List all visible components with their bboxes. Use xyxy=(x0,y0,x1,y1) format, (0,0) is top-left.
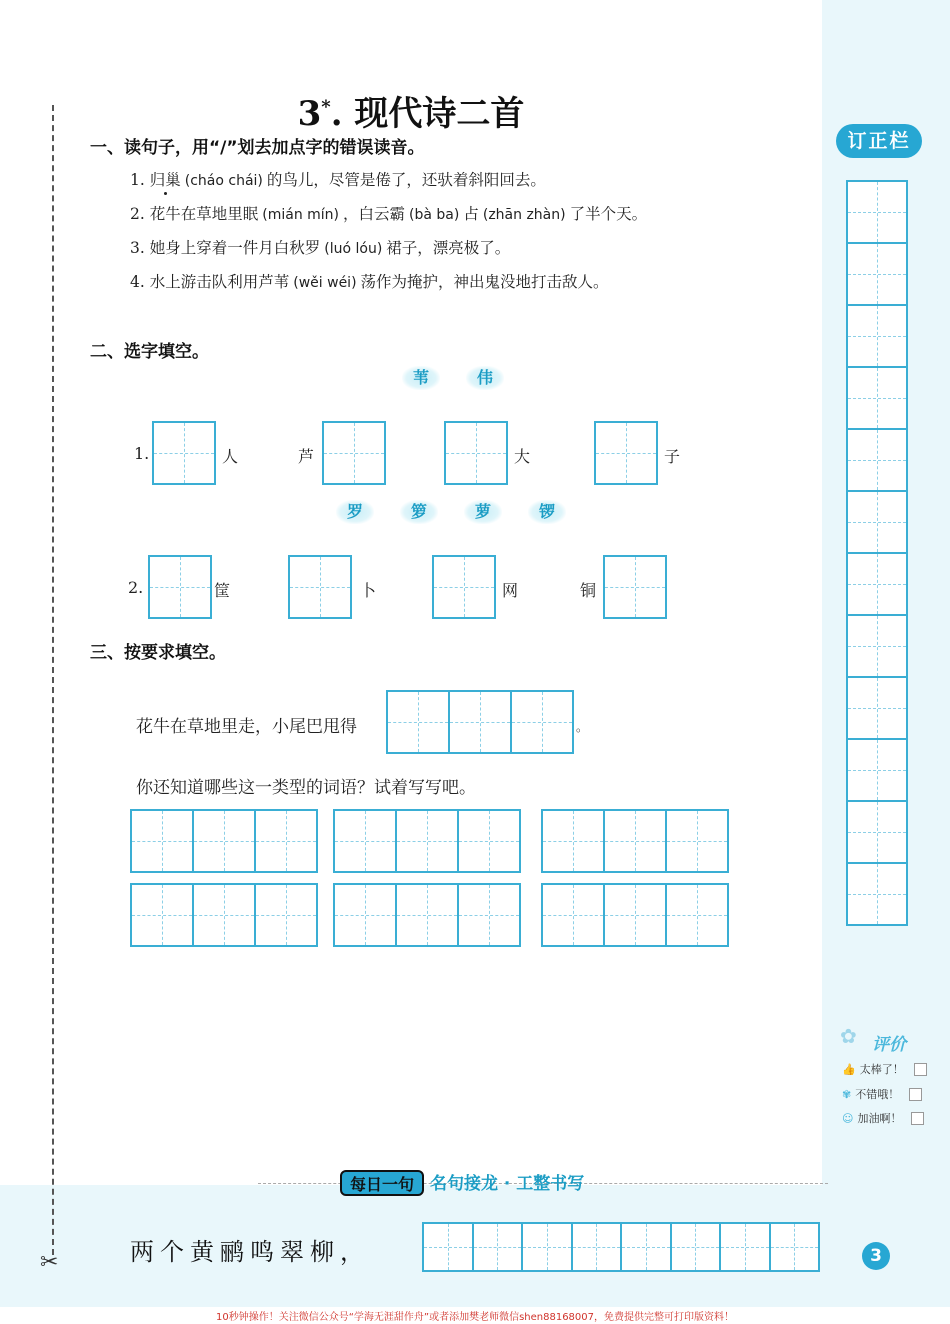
eval-checkbox[interactable] xyxy=(911,1112,924,1125)
fill-box[interactable] xyxy=(288,555,352,619)
section3-heading: 三、按要求填空。 xyxy=(90,643,226,663)
sentence-4: 4. 水上游击队利用芦苇 (wěi wéi) 荡作为掩护，神出鬼没地打击敌人。 xyxy=(130,273,609,291)
section1-heading: 一、读句子，用“/”划去加点字的错误读音。 xyxy=(90,138,425,158)
daily-label: 每日一句 xyxy=(340,1170,424,1196)
bunny-icon: ✿ xyxy=(840,1024,857,1048)
answer-grid[interactable] xyxy=(386,690,574,754)
fill-box[interactable] xyxy=(432,555,496,619)
scissors-icon: ✂ xyxy=(40,1250,59,1275)
section2-heading: 二、选字填空。 xyxy=(90,342,209,362)
row1-label: 子 xyxy=(664,447,681,466)
eval-option[interactable]: ☺ 加油啊！ xyxy=(842,1110,924,1126)
row2-label: 网 xyxy=(502,581,519,600)
option-char: 萝 xyxy=(464,500,502,524)
word-grid[interactable] xyxy=(333,809,521,873)
row2-label: 卜 xyxy=(360,581,377,600)
option-char: 箩 xyxy=(400,500,438,524)
page-title: 3*. 现代诗二首 xyxy=(297,94,525,134)
evaluation-title: 评价 xyxy=(872,1035,906,1055)
option-char: 苇 xyxy=(402,366,440,390)
word-grid[interactable] xyxy=(130,809,318,873)
poem-writing-grid[interactable] xyxy=(422,1222,820,1272)
options-row-1 xyxy=(402,366,504,390)
sentence-end: 。 xyxy=(576,720,589,734)
thumbs-up-icon: 👍 xyxy=(842,1062,856,1076)
eval-option[interactable]: 👍 太棒了！ xyxy=(842,1061,927,1077)
correction-column-title: 订正栏 xyxy=(836,124,922,158)
daily-subtitle: 名句接龙 · 工整书写 xyxy=(430,1174,585,1194)
page-number: 3 xyxy=(862,1242,890,1270)
fill-sentence: 花牛在草地里走，小尾巴甩得 xyxy=(136,717,357,737)
poem-line: 两个黄鹂鸣翠柳， xyxy=(130,1238,370,1266)
options-row-2 xyxy=(336,500,566,524)
word-grid[interactable] xyxy=(541,883,729,947)
sentence-2: 2. 花牛在草地里眠 (mián mín) ，白云霸 (bà ba) 占 (zhān zhàn) 了半个天。 xyxy=(130,205,648,223)
footer-notice: 10秒钟操作！关注微信公众号“学海无涯甜作舟”或者添加樊老师微信shen88168007，免费提供完整可打印版资料！ xyxy=(215,1312,735,1323)
row2-label: 铜 xyxy=(580,581,597,600)
row1-label: 芦 xyxy=(298,447,315,466)
row2-number: 2. xyxy=(128,578,144,597)
cut-line xyxy=(52,105,54,1255)
eval-option[interactable]: ✾ 不错哦！ xyxy=(842,1086,922,1102)
prompt-text: 你还知道哪些这一类型的词语？试着写写吧。 xyxy=(136,778,476,798)
fill-box[interactable] xyxy=(322,421,386,485)
row1-label: 人 xyxy=(222,447,239,466)
row1-label: 大 xyxy=(514,447,531,466)
eval-checkbox[interactable] xyxy=(914,1063,927,1076)
fill-box[interactable] xyxy=(603,555,667,619)
flower-icon: ✾ xyxy=(842,1087,852,1101)
word-grid[interactable] xyxy=(541,809,729,873)
word-grid[interactable] xyxy=(130,883,318,947)
option-char: 伟 xyxy=(466,366,504,390)
word-grid[interactable] xyxy=(333,883,521,947)
fill-box[interactable] xyxy=(152,421,216,485)
sentence-1: 1. 归巢 (cháo chái) 的鸟儿，尽管是倦了，还驮着斜阳回去。 xyxy=(130,171,546,189)
fill-box[interactable] xyxy=(444,421,508,485)
sentence-3: 3. 她身上穿着一件月白秋罗 (luó lóu) 裙子，漂亮极了。 xyxy=(130,239,511,257)
row1-number: 1. xyxy=(134,444,150,463)
smile-icon: ☺ xyxy=(842,1111,854,1125)
fill-box[interactable] xyxy=(594,421,658,485)
option-char: 罗 xyxy=(336,500,374,524)
row2-label: 筐 xyxy=(214,581,231,600)
option-char: 锣 xyxy=(528,500,566,524)
eval-checkbox[interactable] xyxy=(909,1088,922,1101)
fill-box[interactable] xyxy=(148,555,212,619)
correction-grid[interactable] xyxy=(846,180,908,926)
